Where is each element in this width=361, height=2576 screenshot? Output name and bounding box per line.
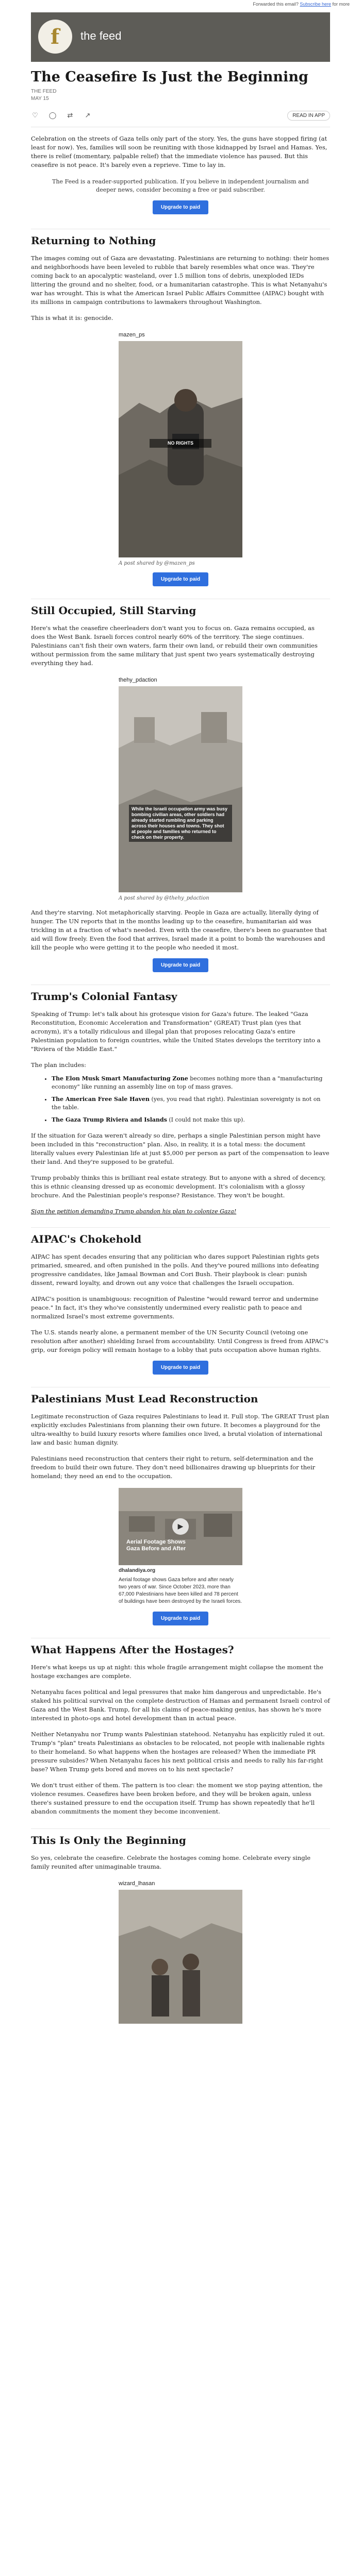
upgrade-button[interactable]: Upgrade to paid: [153, 200, 208, 214]
post-username[interactable]: thehy_pdaction: [119, 677, 157, 683]
list-item-text: becomes nothing more than a "manufacturing economy" like running an assembly line on top of mass graves.: [52, 1075, 323, 1090]
post-date: MAY 15: [31, 96, 49, 101]
post-username[interactable]: wizard_lhasan: [119, 1880, 155, 1887]
destruction-photo: [119, 686, 242, 892]
street-photo: [119, 1890, 242, 2024]
photo-overlay-text: NO RIGHTS: [150, 439, 211, 448]
upgrade-button[interactable]: Upgrade to paid: [153, 1361, 208, 1375]
list-item-title: The American Free Sale Haven: [52, 1096, 150, 1103]
logo: [38, 20, 72, 54]
play-icon[interactable]: ▶: [172, 1518, 189, 1535]
upgrade-row: [31, 1605, 330, 1625]
list-item: [52, 1116, 330, 1124]
upgrade-row: [31, 566, 330, 586]
subscribe-text: The Feed is a reader-supported publication. If you believe in independent journalism and deeper news, consider becoming a free or paid subscriber.: [52, 178, 309, 193]
paragraph: If the situation for Gaza weren't already so dire, perhaps a single Palestinian person might have been included in this "reconstruction" plan. Also, in reality, it is a total mess: the document literally values every Palestinian life at just $5,000 per person as part of the compensation to leave their land. And they're supposed to be grateful.: [31, 1132, 330, 1165]
paragraph: AIPAC's position is unambiguous: recognition of Palestine "would reward terror and undermine peace." In fact, it's they who've consistently undermined every realistic path to peace and normalized Israel's most extreme governments.: [31, 1295, 319, 1320]
logo-letter: f: [51, 25, 60, 49]
paragraph: Here's what the ceasefire cheerleaders don't want you to focus on. Gaza remains occupied, as does the West Bank. Israeli forces control nearly 60% of the territory. The siege continues. Palestinians can't fish their own waters, farm their own land, or rebuild their own communities without permission from the same military that just spent two years systematically destroying everything they had.: [31, 624, 318, 667]
list-item-title: The Gaza Trump Riviera and Islands: [52, 1116, 167, 1123]
post-caption: A post shared by @thehy_pdaction: [119, 895, 209, 901]
post-username[interactable]: mazen_ps: [119, 332, 145, 338]
paragraph: Palestinians need reconstruction that centers their right to return, self-determination and the freedom to build their own future. They don't need billionaires drawing up blueprints for their homeland; they need an end to the occupation.: [31, 1455, 316, 1480]
post-photo: [119, 686, 242, 892]
list-item-text: (I could not make this up).: [169, 1116, 245, 1123]
post-actions: [31, 111, 330, 127]
post-author[interactable]: THE FEED: [31, 89, 57, 94]
embedded-post[interactable]: [119, 1878, 242, 2024]
heart-icon[interactable]: ♡: [32, 111, 38, 120]
section-heading: Returning to Nothing: [31, 229, 330, 247]
comment-icon[interactable]: ◯: [48, 111, 57, 120]
section-heading: Trump's Colonial Fantasy: [31, 985, 330, 1003]
post-meta: [31, 88, 330, 103]
paragraph: Neither Netanyahu nor Trump wants Palestinian statehood. Netanyahu has explicitly ruled it out. Trump's "plan" treats Palestinians as obstacles to be relocated, not people with inalienable rights to their homeland. So what happens when the hostages are released? When the immediate PR pressure subsides? When Netanyahu faces his next political crisis and needs to rally his far-right base? When Trump gets bored and moves on to his next spectacle?: [31, 1731, 325, 1773]
photo-overlay-text: While the Israeli occupation army was busy bombing civilian areas, other soldiers had already started rumbling and parking across their houses and towns. They shot at people and families who returned to check on their property.: [129, 805, 232, 842]
upgrade-row: [31, 952, 330, 972]
paragraph: Legitimate reconstruction of Gaza requires Palestinians to lead it. Full stop. The GREAT Trust plan explicitly excludes Palestinians from planning their own future. It becomes a playground for the ultra-wealthy to build luxury resorts where families once lived, a brutal violation of international law and basic human dignity.: [31, 1413, 330, 1446]
embedded-post[interactable]: [119, 675, 242, 901]
video-source[interactable]: dhalandiya.org: [119, 1568, 156, 1573]
paragraph: Trump probably thinks this is brilliant real estate strategy. But to anyone with a shred of decency, this is ethnic cleansing dressed up as economic development. It's colonialism with a glossy brochure. And the Palestinian people's response? Resistance. They won't be bought.: [31, 1174, 326, 1199]
restack-icon[interactable]: ⇄: [67, 111, 73, 120]
read-in-app-button[interactable]: READ IN APP: [287, 111, 330, 121]
paragraph: AIPAC has spent decades ensuring that any politician who dares support Palestinian rights gets primaried, smeared, and often punished in the polls. And they've poured millions into defeating progressive candidates, like Jamaal Bowman and Cori Bush. Their playbook is clear: punish dissent, reward loyalty, and drown out any voice that challenges the Israeli occupation.: [31, 1253, 319, 1286]
for-more-text: for more: [332, 2, 350, 7]
section-heading: What Happens After the Hostages?: [31, 1638, 330, 1656]
post-photo: [119, 1890, 242, 2024]
plan-list: [52, 1075, 330, 1124]
paragraph: This is what it is: genocide.: [31, 314, 113, 321]
brand-name: the feed: [80, 29, 122, 42]
subscribe-link[interactable]: Subscribe here: [300, 2, 331, 7]
section-heading: AIPAC's Chokehold: [31, 1227, 330, 1245]
post-caption: A post shared by @mazen_ps: [119, 561, 195, 566]
share-icon[interactable]: ↗: [85, 111, 91, 120]
section-heading: This Is Only the Beginning: [31, 1828, 330, 1846]
paragraph: And they're starving. Not metaphorically starving. People in Gaza are actually, literally dying of hunger. The UN reports that in the months leading up to the ceasefire, humanitarian aid was trickling in at a fraction of what's needed. Even with the ceasefire, there's been no guarantee that aid will flow freely. Even the food that arrives, Israel made it a point to bomb the warehouses and kill the people who were getting it to the people who needed it most.: [31, 909, 327, 951]
list-item-title: The Elon Musk Smart Manufacturing Zone: [52, 1075, 188, 1082]
paragraph: Here's what keeps us up at night: this whole fragile arrangement might collapse the moment the hostage exchanges are complete.: [31, 1664, 323, 1680]
section-heading: Still Occupied, Still Starving: [31, 599, 330, 617]
paragraph: Speaking of Trump: let's talk about his grotesque vision for Gaza's future. The leaked "Gaza Reconstitution, Economic Acceleration and Transformation" (GREAT) Trust plan (yes that acronym), it's a totally ridiculous and illegal plan that proposes relocating Gaza's entire Palestinian population to foreign countries, while the United States develops the territory into a "Riviera of the Middle East.": [31, 1010, 321, 1053]
intro-paragraph: Celebration on the streets of Gaza tells only part of the story. Yes, the guns have stopped firing (at least for now). Yes, families will soon be reuniting with those kidnapped by Israel and Hamas. Yes, there is relief (momentary, palpable relief) that the immediate violence has paused. But this ceasefire is not peace. It's barely even a reprieve. Time to lay in.: [31, 135, 327, 168]
masthead-banner[interactable]: [31, 12, 330, 62]
paragraph: The images coming out of Gaza are devastating. Palestinians are returning to nothing: their homes and neighborhoods have been leveled to rubble that barely resembles what once was. They're coming back to an apocalyptic wasteland, over 1.5 million tons of debris, unexploded IEDs littering the ground and no shelter, food, or a humanitarian catastrophe. This is what Netanyahu's war has wrought. This is what the American Israel Public Affairs Committee (AIPAC) bought with its millions in campaign contributions to lawmakers throughout Washington.: [31, 255, 330, 306]
upgrade-row: [31, 1354, 330, 1375]
list-item: [52, 1095, 330, 1112]
article: [31, 69, 330, 2039]
paragraph: The plan includes:: [31, 1061, 87, 1069]
video-description: Aerial footage shows Gaza before and after nearly two years of war. Since October 2023, more than 67,000 Palestinians have been killed and 78 percent of buildings have been destroyed by the Israeli forces.: [119, 1577, 242, 1604]
section-heading: Palestinians Must Lead Reconstruction: [31, 1387, 330, 1405]
video-thumbnail[interactable]: [119, 1488, 242, 1565]
embedded-post[interactable]: [119, 330, 242, 566]
forwarded-text: Forwarded this email?: [253, 2, 299, 7]
paragraph: So yes, celebrate the ceasefire. Celebrate the hostages coming home. Celebrate every single family reunited after unimaginable trauma.: [31, 1854, 311, 1870]
video-title: Aerial Footage Shows Gaza Before and After: [126, 1539, 186, 1552]
petition-link[interactable]: Sign the petition demanding Trump abandon his plan to colonize Gaza!: [31, 1208, 237, 1215]
list-item: [52, 1075, 330, 1091]
paragraph: The U.S. stands nearly alone, a permanent member of the UN Security Council (vetoing one resolution after another) shielding Israel from accountability. Until Congress is freed from AIPAC's grip, our foreign policy will remain hostage to a lobby that puts occupation above human rights.: [31, 1329, 329, 1353]
forward-bar: [0, 0, 361, 9]
post-photo: [119, 341, 242, 557]
paragraph: Netanyahu faces political and legal pressures that make him dangerous and unpredictable. He's staked his political survival on the complete destruction of Hamas and permanent Israeli control of Gaza and the West Bank. Trump, for all his claims of peace-making genius, has shown he's more interested in photo-ops and hotel development than in actual peace.: [31, 1688, 330, 1722]
subscribe-box: [31, 170, 330, 216]
petition-line: [31, 1208, 330, 1215]
paragraph: We don't trust either of them. The pattern is too clear: the moment we stop paying attention, the violence resumes. Ceasefires have been broken before, and they will be broken again, unless there's sustained pressure to end the occupation itself. Trump has shown repeatedly that he'll abandon commitments the moment they become inconvenient.: [31, 1782, 323, 1815]
post-title[interactable]: The Ceasefire Is Just the Beginning: [31, 69, 308, 85]
upgrade-button[interactable]: Upgrade to paid: [153, 572, 208, 586]
rubble-photo: [119, 341, 242, 557]
upgrade-button[interactable]: Upgrade to paid: [153, 1612, 208, 1625]
video-embed[interactable]: [119, 1488, 242, 1605]
list-item-text: (yes, you read that right). Palestinian sovereignty is not on the table.: [52, 1096, 321, 1111]
footer-spacer: [31, 2024, 330, 2039]
upgrade-button[interactable]: Upgrade to paid: [153, 958, 208, 972]
